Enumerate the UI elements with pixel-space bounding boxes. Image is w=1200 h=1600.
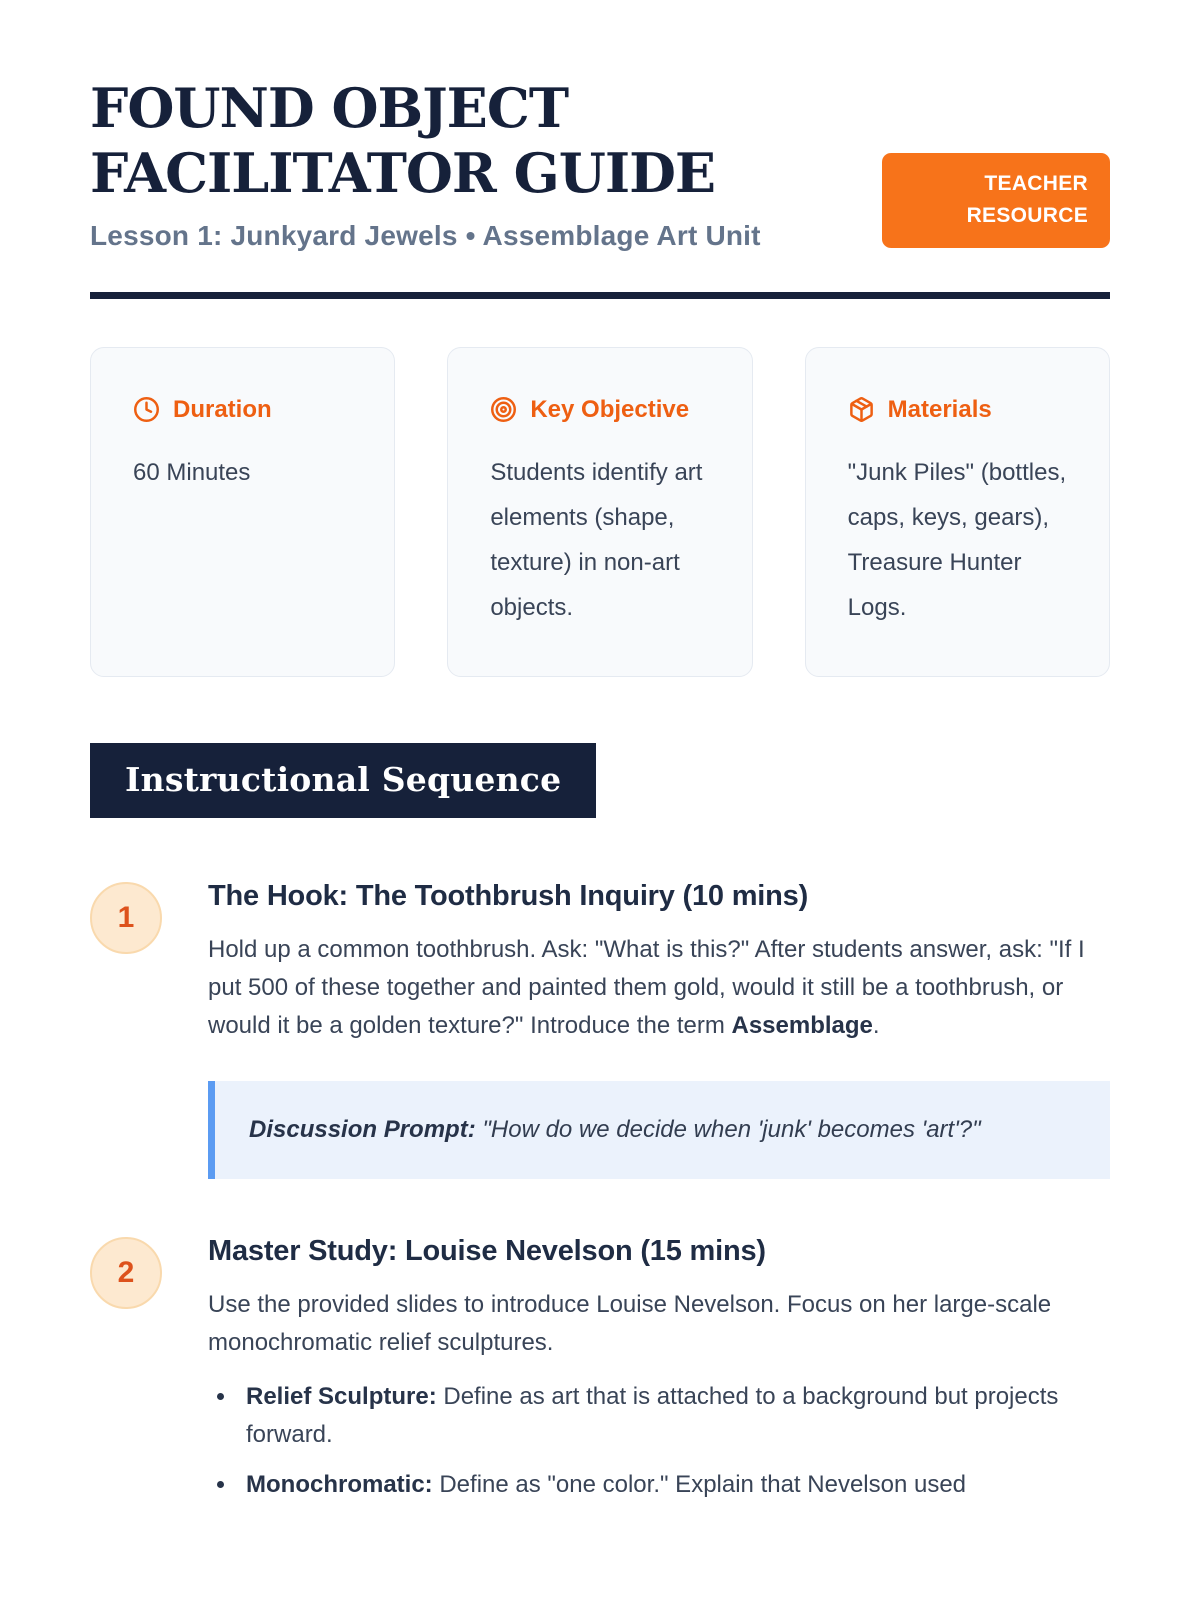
step-1-text-tail: . — [872, 1011, 880, 1039]
materials-card — [805, 347, 1110, 677]
info-card-row — [90, 347, 1110, 677]
clock-icon — [133, 396, 160, 423]
instructional-sequence-banner: Instructional Sequence — [90, 743, 596, 818]
step-2-content — [208, 1235, 1110, 1504]
step-2-definitions-list — [208, 1378, 1110, 1504]
discussion-prompt-label: Discussion Prompt: — [249, 1115, 476, 1143]
objective-card — [447, 347, 752, 677]
duration-card-title: Duration — [173, 395, 272, 423]
step-2-paragraph: Use the provided slides to introduce Louise Nevelson. Focus on her large-scale monochromatic relief sculptures. — [208, 1290, 1052, 1356]
teacher-resource-badge: TEACHER RESOURCE — [882, 153, 1110, 248]
step-1-content — [208, 880, 1110, 1179]
document-page — [90, 0, 1110, 1504]
materials-card-header — [848, 396, 1067, 424]
definition-mono-text: Define as "one color." Explain that Nevelson used — [432, 1470, 967, 1498]
step-2-number-badge: 2 — [90, 1237, 162, 1309]
materials-card-body: "Junk Piles" (bottles, caps, keys, gears), Treasure Hunter Logs. — [847, 458, 1067, 621]
step-1 — [90, 880, 1110, 1179]
duration-card-header — [133, 396, 352, 424]
definition-relief-text: Define as art that is attached to a background but projects forward. — [246, 1382, 1059, 1448]
definition-relief-term: Relief Sculpture: — [246, 1382, 437, 1410]
definition-relief-sculpture — [238, 1378, 1110, 1454]
discussion-prompt-callout — [208, 1081, 1110, 1179]
header-divider — [90, 292, 1110, 299]
step-2-heading: Master Study: Louise Nevelson (15 mins) — [208, 1234, 766, 1267]
step-1-text-lead: Hold up a common toothbrush. Ask: "What is this?" After students answer, ask: "If I put 500 of these together and painted them gold, would it still be a toothbrush, or would it be a golden texture?" Introduce the term — [208, 935, 1085, 1039]
package-icon — [848, 396, 875, 423]
step-1-number-badge: 1 — [90, 882, 162, 954]
duration-card-body: 60 Minutes — [133, 458, 251, 486]
page-title: FOUND OBJECT FACILITATOR GUIDE — [90, 76, 716, 205]
page-subtitle: Lesson 1: Junkyard Jewels • Assemblage Art Unit — [90, 219, 761, 251]
definition-mono-term: Monochromatic: — [246, 1470, 433, 1498]
materials-card-title: Materials — [887, 395, 992, 423]
objective-card-title: Key Objective — [530, 395, 690, 423]
header-title-block — [90, 76, 770, 252]
step-2 — [90, 1235, 1110, 1504]
header — [90, 76, 1110, 252]
objective-card-header — [490, 396, 709, 424]
step-1-paragraph — [208, 931, 1110, 1045]
definition-monochromatic — [238, 1466, 1110, 1504]
target-icon — [490, 396, 517, 423]
step-1-term-bold: Assemblage — [731, 1011, 873, 1039]
step-1-heading: The Hook: The Toothbrush Inquiry (10 mins) — [208, 879, 809, 912]
discussion-prompt-quote: "How do we decide when 'junk' becomes 'art'?" — [475, 1115, 981, 1143]
duration-card — [90, 347, 395, 677]
objective-card-body: Students identify art elements (shape, texture) in non-art objects. — [490, 458, 703, 621]
